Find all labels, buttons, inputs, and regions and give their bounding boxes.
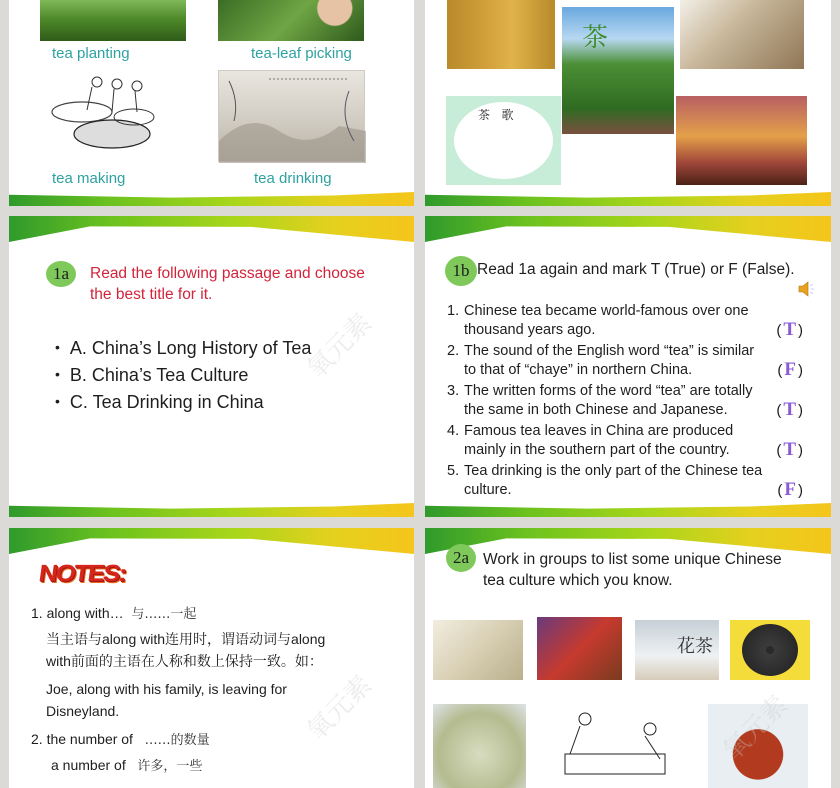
paren: ( <box>776 442 782 459</box>
paren: ( <box>776 322 782 339</box>
option-a[interactable]: • A. China’s Long History of Tea <box>55 334 311 361</box>
answer-mark: T <box>783 399 796 420</box>
note-meaning: 与……一起 <box>131 607 197 622</box>
notes-title: NOTES: <box>37 559 128 587</box>
explanation-line: with前面的主语在人称和数上保持一致。如： <box>46 653 323 669</box>
answer-slot[interactable] <box>776 440 803 460</box>
paren: ) <box>798 322 803 339</box>
paren: ( <box>776 402 782 419</box>
speaker-icon[interactable] <box>797 280 815 298</box>
statement-4 <box>447 422 807 460</box>
decorative-band <box>425 216 831 242</box>
item-text: Tea drinking is the only part of the Chinese tea culture. <box>464 463 763 498</box>
decorative-band <box>9 528 414 554</box>
tea-making-sketch <box>42 72 178 162</box>
instruction-line: tea culture which you know. <box>483 572 673 589</box>
caption-tea-planting: tea planting <box>52 45 130 62</box>
slide-2a-tea-culture[interactable] <box>425 528 831 788</box>
title-options <box>55 334 311 415</box>
caption-tea-leaf-picking: tea-leaf picking <box>251 45 352 62</box>
decorative-band <box>425 192 831 206</box>
answer-mark: T <box>783 319 796 340</box>
answer-mark: F <box>784 479 796 500</box>
item-text: Famous tea leaves in China are produced mainly in the southern part of the country. <box>464 423 734 458</box>
tea-sage-brewing-illustration <box>680 0 804 69</box>
exercise-badge-1b: 1b <box>445 256 477 286</box>
note-1-explanation <box>46 628 325 672</box>
note-term: 1. along with… <box>31 605 124 621</box>
item-text: Chinese tea became world-famous over one thousand years ago. <box>464 303 749 338</box>
item-text: The sound of the English word “tea” is similar to that of “chaye” in northern China. <box>464 343 755 378</box>
watermark: 氧元素 <box>717 690 794 767</box>
exercise-badge-1a: 1a <box>46 261 76 287</box>
pu-erh-tea-cake <box>730 620 810 680</box>
paren: ) <box>798 402 803 419</box>
instruction-line: Read the following passage and choose <box>90 265 365 282</box>
statement-1 <box>447 302 807 340</box>
statement-3 <box>447 382 807 420</box>
tea-drinking-painting <box>218 70 365 162</box>
slide-tea-culture-images[interactable] <box>425 0 831 206</box>
tea-plantation-photo <box>40 0 186 41</box>
answer-slot[interactable] <box>777 360 803 380</box>
green-tea-cups <box>433 620 523 680</box>
decorative-band <box>9 503 414 517</box>
black-tea-gaiwan <box>537 617 622 680</box>
answer-slot[interactable] <box>777 480 803 500</box>
tea-classic-scroll <box>447 0 555 69</box>
paren: ( <box>777 362 783 379</box>
instruction-1b: Read 1a again and mark T (True) or F (False). <box>477 261 795 278</box>
tea-leaf-picking-photo <box>218 0 364 41</box>
explanation-line: 当主语与along with连用时，谓语动词与along <box>46 631 326 647</box>
example-line: Disneyland. <box>46 703 120 719</box>
slide-1b-true-false[interactable] <box>425 216 831 517</box>
slide-notes[interactable] <box>9 528 414 788</box>
note-meaning: ……的数量 <box>144 733 210 748</box>
paren: ) <box>798 362 803 379</box>
instruction-line: the best title for it. <box>90 286 213 303</box>
ancient-tea-serving-sketch <box>540 704 690 788</box>
option-b[interactable]: • B. China’s Tea Culture <box>55 361 311 388</box>
note-meaning: 许多，一些 <box>137 759 203 774</box>
tea-calligraphy-oval: 茶 歌 <box>446 96 561 185</box>
paren: ) <box>798 482 803 499</box>
instruction-line: Work in groups to list some unique Chinese <box>483 551 782 568</box>
exercise-badge-2a: 2a <box>446 544 476 572</box>
slide-tea-process[interactable] <box>9 0 414 206</box>
slide-1a-choose-title[interactable] <box>9 216 414 517</box>
true-false-list <box>447 302 807 502</box>
statement-5 <box>447 462 807 500</box>
item-number: 2. <box>447 343 460 359</box>
item-number: 1. <box>447 303 460 319</box>
decorative-band <box>9 192 414 206</box>
note-1-example <box>46 678 287 722</box>
tea-dance-performance <box>676 96 807 185</box>
item-text: The written forms of the word “tea” are totally the same in both Chinese and Japanese. <box>464 383 753 418</box>
answer-mark: F <box>784 359 796 380</box>
caption-tea-making: tea making <box>52 170 126 187</box>
paren: ( <box>777 482 783 499</box>
decorative-band <box>425 503 831 517</box>
answer-slot[interactable] <box>776 400 803 420</box>
watermark: 氧元素 <box>301 670 378 747</box>
dried-chrysanthemum <box>433 704 526 788</box>
example-line: Joe, along with his family, is leaving for <box>46 681 287 697</box>
paren: ) <box>798 442 803 459</box>
item-number: 4. <box>447 423 460 439</box>
jasmine-tea-poster: 花茶 <box>635 620 719 680</box>
option-c[interactable]: • C. Tea Drinking in China <box>55 388 311 415</box>
note-term: 2. the number of <box>31 731 133 747</box>
instruction-1a <box>90 263 365 305</box>
note-term: a number of <box>51 757 126 773</box>
item-number: 5. <box>447 463 460 479</box>
item-number: 3. <box>447 383 460 399</box>
note-1-heading <box>31 602 196 626</box>
answer-mark: T <box>783 439 796 460</box>
answer-slot[interactable] <box>776 320 803 340</box>
watermark: 氧元素 <box>301 308 378 385</box>
decorative-band <box>9 216 414 242</box>
note-2-sub <box>51 754 202 778</box>
tea-calligraphy-field-poster: 茶 <box>562 7 674 134</box>
instruction-2a <box>483 549 782 591</box>
note-2-heading <box>31 728 210 752</box>
caption-tea-drinking: tea drinking <box>254 170 332 187</box>
statement-2 <box>447 342 807 380</box>
